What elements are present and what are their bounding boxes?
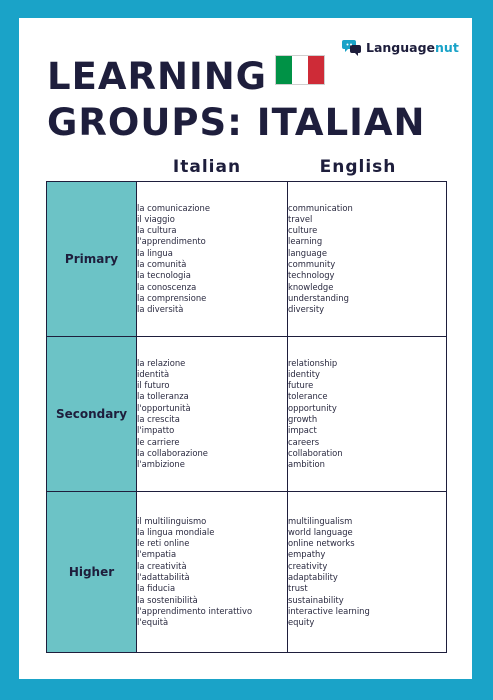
list-item: la lingua	[137, 247, 173, 258]
list-item: online networks	[288, 538, 355, 549]
list-item: il futuro	[137, 380, 170, 391]
column-header-english: English	[319, 157, 397, 177]
list-item: creativity	[288, 560, 328, 571]
list-item: trust	[288, 583, 308, 594]
list-item: la collaborazione	[137, 447, 208, 458]
logo-text-main: Language	[366, 39, 436, 55]
list-item: identità	[137, 368, 170, 379]
list-item: growth	[288, 414, 318, 424]
table-row-primary	[47, 182, 447, 337]
list-item: equity	[288, 617, 315, 628]
list-item: sustainability	[288, 594, 344, 605]
table-row-higher	[47, 492, 447, 653]
poster-title	[47, 54, 426, 146]
english-words-cell	[288, 182, 447, 337]
vocabulary-table	[46, 181, 447, 653]
list-item: le carriere	[137, 436, 180, 447]
word-list	[288, 358, 446, 471]
list-item: l'opportunità	[137, 402, 191, 413]
list-item: travel	[288, 213, 313, 224]
list-item: world language	[288, 526, 353, 537]
list-item: la relazione	[137, 357, 186, 368]
english-words-cell	[288, 492, 447, 653]
list-item: understanding	[288, 292, 349, 303]
list-item: la fiducia	[137, 583, 176, 594]
list-item: l'empatia	[137, 549, 177, 560]
list-item: tolerance	[288, 391, 328, 402]
list-item: identity	[288, 368, 320, 379]
list-item: l'apprendimento interattivo	[137, 605, 253, 616]
logo-text-accent: nut	[435, 39, 459, 55]
list-item: careers	[288, 436, 320, 447]
list-item: la diversità	[137, 304, 184, 315]
list-item: technology	[288, 270, 335, 281]
list-item: knowledge	[288, 281, 334, 292]
list-item: la comunicazione	[137, 202, 210, 213]
list-item: la cultura	[137, 225, 177, 236]
list-item: la tecnologia	[137, 270, 191, 281]
list-item: relationship	[288, 357, 338, 368]
list-item: la lingua mondiale	[137, 526, 215, 537]
list-item: l'apprendimento	[137, 236, 206, 247]
italian-flag-icon	[275, 55, 325, 85]
list-item: language	[288, 247, 327, 258]
list-item: community	[288, 259, 336, 269]
list-item: learning	[288, 236, 323, 247]
title-line-2: GROUPS: ITALIAN	[47, 101, 426, 144]
list-item: la conoscenza	[137, 281, 197, 292]
italian-words-cell	[137, 492, 288, 653]
list-item: l'impatto	[137, 425, 175, 436]
list-item: l'adattabilità	[137, 572, 190, 582]
italian-words-cell	[137, 182, 288, 337]
list-item: future	[288, 380, 314, 391]
title-line-1	[47, 54, 426, 100]
list-item: l'ambizione	[137, 459, 185, 470]
list-item: la creatività	[137, 560, 187, 571]
group-label: Secondary	[47, 337, 137, 492]
list-item: empathy	[288, 549, 326, 560]
table-row-secondary	[47, 337, 447, 492]
word-list	[137, 516, 287, 629]
logo-wordmark	[366, 40, 459, 55]
list-item: la tolleranza	[137, 391, 189, 402]
word-list	[288, 516, 446, 629]
list-item: multilingualism	[288, 515, 353, 526]
list-item: interactive learning	[288, 605, 370, 616]
list-item: la comunità	[137, 259, 187, 269]
italian-words-cell	[137, 337, 288, 492]
list-item: culture	[288, 225, 318, 236]
word-list	[137, 358, 287, 471]
list-item: ambition	[288, 459, 325, 470]
list-item: opportunity	[288, 402, 337, 413]
list-item: impact	[288, 425, 317, 436]
list-item: collaboration	[288, 447, 343, 458]
list-item: le reti online	[137, 538, 190, 549]
word-list	[288, 203, 446, 316]
list-item: il viaggio	[137, 213, 175, 224]
list-item: la sostenibilità	[137, 594, 198, 605]
group-label: Primary	[47, 182, 137, 337]
word-list	[137, 203, 287, 316]
column-header-italian: Italian	[172, 157, 242, 177]
list-item: adaptability	[288, 572, 338, 582]
list-item: diversity	[288, 304, 325, 315]
group-label: Higher	[47, 492, 137, 653]
list-item: la crescita	[137, 414, 180, 424]
list-item: l'equità	[137, 617, 169, 628]
list-item: il multilinguismo	[137, 515, 207, 526]
title-line-1-text: LEARNING	[47, 55, 268, 98]
list-item: la comprensione	[137, 292, 207, 303]
poster-sheet	[19, 18, 472, 679]
english-words-cell	[288, 337, 447, 492]
list-item: communication	[288, 202, 353, 213]
